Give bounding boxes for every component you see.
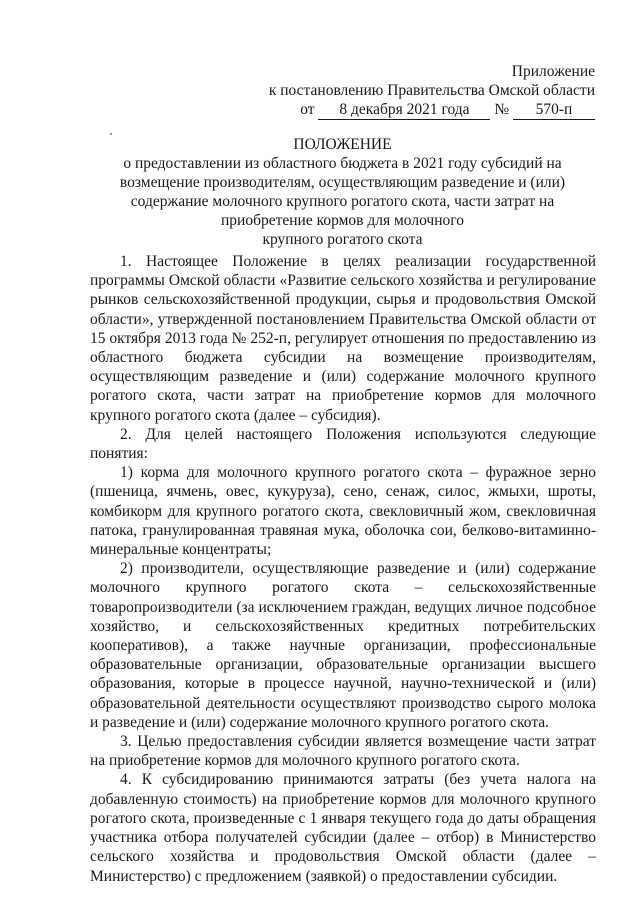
appendix-header xyxy=(269,62,595,120)
title-heading: ПОЛОЖЕНИЕ xyxy=(293,136,392,153)
document-title xyxy=(90,135,595,249)
subitem-1: 1) корма для молочного крупного рогатого скота – фуражное зерно (пшеница, ячмень, овес, кукуруза), сено, сенаж, силос, жмыхи, шроты, комбикорм для крупного рогатого скота, свекловичный жом, свекловичная патока, гранулированная травяная мука, оболочка сои, белково-витаминно-минеральные концентраты; xyxy=(90,464,596,559)
title-line: возмещение производителям, осуществляющим разведение и (или) xyxy=(119,174,566,191)
number-sign: № xyxy=(494,101,510,118)
resolution-reference: к постановлению Правительства Омской области xyxy=(268,82,595,99)
from-label: от xyxy=(300,101,315,118)
title-line: содержание молочного крупного рогатого скота, части затрат на xyxy=(130,193,555,210)
title-line: крупного рогатого скота xyxy=(262,231,423,248)
title-line: о предоставлении из областного бюджета в 2021 году субсидий на xyxy=(123,155,562,172)
subitem-2: 2) производители, осуществляющие разведение и (или) содержание молочного крупного рогатого скота – сельскохозяйственные товаропроизводители (за исключением граждан, ведущих личное подсобное хозяйство, и сельскохозяйственных кредитных потребительских кооперативов), а также научные организации, профессиональные образовательные организации, образовательные организации высшего образования, которые в процессе научной, научно-технической и (или) образовательной деятельности осуществляют производство сырого молока и разведение и (или) содержание молочного крупного рогатого скота. xyxy=(90,560,596,731)
paragraph-4: 4. К субсидированию принимаются затраты (без учета налога на добавленную стоимость) на приобретение кормов для молочного крупного рогатого скота, произведенные с 1 января текущего года до даты обращения участника отбора получателей субсидии (далее – отбор) в Министерство сельского хозяйства и продовольствия Омской области (далее – Министерство) с предложением (заявкой) о предоставлении субсидии. xyxy=(90,771,596,885)
paragraph-3: 3. Целью предоставления субсидии является возмещение части затрат на приобретение кормов для молочного крупного рогатого скота. xyxy=(90,733,596,770)
title-line: приобретение кормов для молочного xyxy=(221,212,464,229)
paragraph-1: 1. Настоящее Положение в целях реализации государственной программы Омской области «Развитие сельского хозяйства и регулирование рынков сельскохозяйственной продукции, сырья и продовольствия Омской области», утвержденной постановлением Правительства Омской области от 15 октября 2013 года № 252-п, регулирует отношения по предоставлению из областного бюджета субсидии на возмещение производителям, осуществляющим разведение и (или) содержание молочного крупного рогатого скота, части затрат на приобретение кормов для молочного крупного рогатого скота (далее – субсидия). xyxy=(90,253,596,424)
resolution-number: 570-п xyxy=(513,100,595,120)
paragraph-2: 2. Для целей настоящего Положения используются следующие понятия: xyxy=(90,425,596,463)
resolution-date: 8 декабря 2021 года xyxy=(318,100,490,120)
document-body xyxy=(90,252,596,886)
appendix-label: Приложение xyxy=(511,63,595,80)
date-number-line xyxy=(269,100,595,120)
